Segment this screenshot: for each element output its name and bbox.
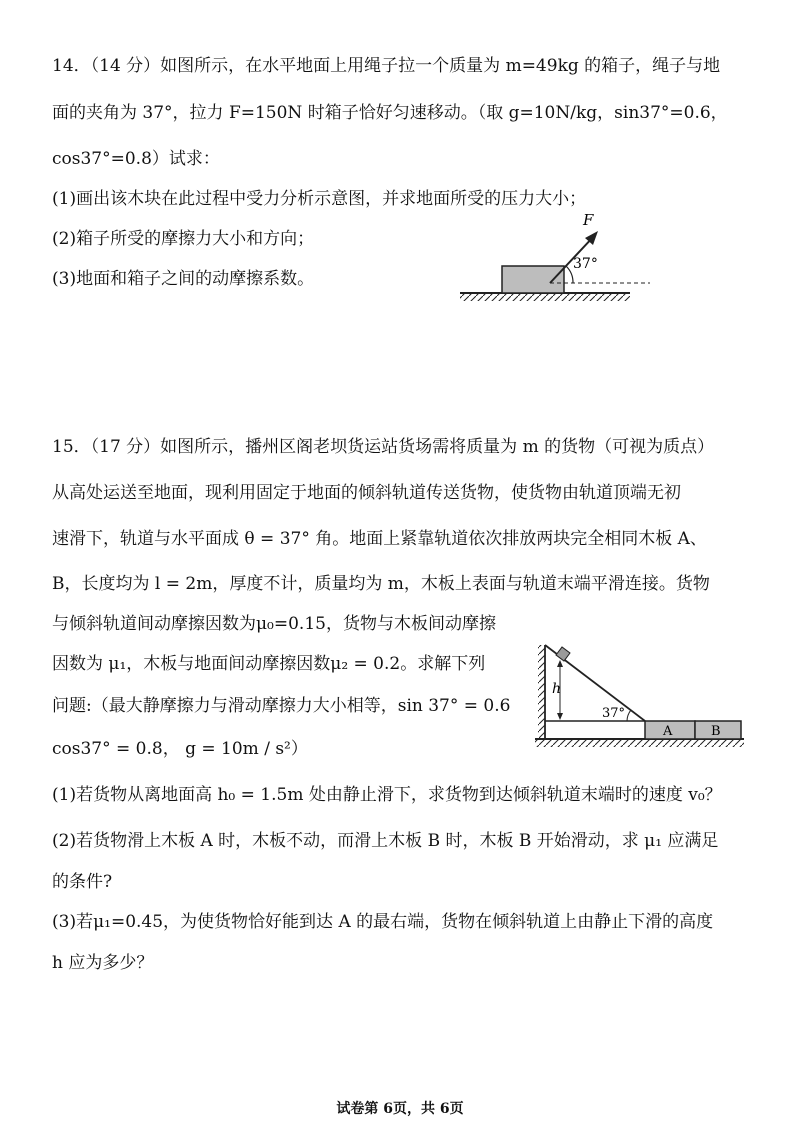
board-a-label: A (663, 724, 673, 739)
q15-line-9: (1)若货物从离地面高 h₀ = 1.5m 处由静止滑下，求货物到达倾斜轨道末端时的速度 v₀？ (52, 785, 722, 805)
angle-label: 37° (602, 706, 626, 721)
q14-line-6: (3)地面和箱子之间的动摩擦系数。 (52, 269, 315, 289)
q15-line-11: 的条件? (52, 872, 113, 892)
q14-line-4: (1)画出该木块在此过程中受力分析示意图，并求地面所受的压力大小； (52, 189, 587, 209)
board-b-label: B (711, 724, 721, 739)
angle-arc (566, 266, 573, 283)
q15-figure (532, 640, 747, 750)
ground-hatch (535, 740, 744, 747)
angle-arc (627, 710, 631, 721)
height-arrowhead-bottom (557, 713, 563, 720)
box (502, 266, 564, 293)
q15-line-5: 与倾斜轨道间动摩擦因数为μ₀=0.15，货物与木板间动摩擦 (52, 614, 496, 634)
q15-line-7: 问题:（最大静摩擦力与滑动摩擦力大小相等，sin 37° = 0.6 (52, 696, 511, 716)
q14-line-3: cos37°=0.8）试求： (52, 149, 220, 169)
q15-line-6: 因数为 μ₁，木板与地面间动摩擦因数μ₂ = 0.2。求解下列 (52, 654, 486, 674)
page-footer: 试卷第 6页，共 6页 (336, 1101, 464, 1117)
q15-line-2: 从高处运送至地面，现利用固定于地面的倾斜轨道传送货物，使货物由轨道顶端无初 (52, 483, 681, 503)
q15-line-3: 速滑下，轨道与水平面成 θ = 37° 角。地面上紧靠轨道依次排放两块完全相同木板 A、 (52, 529, 707, 549)
cargo-block (556, 647, 570, 661)
q15-line-12: (3)若μ₁=0.45，为使货物恰好能到达 A 的最右端，货物在倾斜轨道上由静止下滑的高度 (52, 912, 714, 932)
wall-hatch (538, 645, 545, 739)
height-label: h (552, 681, 562, 697)
height-arrowhead-top (557, 660, 563, 667)
ground-hatch (460, 294, 630, 301)
q14-line-1: 14．（14 分）如图所示，在水平地面上用绳子拉一个质量为 m=49kg 的箱子，绳子与地 (52, 56, 721, 76)
q14-line-5: (2)箱子所受的摩擦力大小和方向； (52, 229, 315, 249)
q15-line-4: B，长度均为 l = 2m，厚度不计，质量均为 m，木板上表面与轨道末端平滑连接。货物 (52, 574, 710, 594)
q15-line-10: (2)若货物滑上木板 A 时，木板不动，而滑上木板 B 时，木板 B 开始滑动，求 μ₁ 应满足 (52, 831, 719, 851)
q14-figure (455, 205, 665, 310)
q15-line-8: cos37° = 0.8， g = 10m / s²） (52, 739, 308, 759)
force-label: F (583, 211, 594, 229)
angle-label: 37° (573, 256, 598, 272)
q14-line-2: 面的夹角为 37°，拉力 F=150N 时箱子恰好匀速移动。（取 g=10N/kg，sin37°=0.6， (52, 103, 728, 123)
q15-line-13: h 应为多少？ (52, 953, 154, 973)
q15-line-1: 15．（17 分）如图所示，播州区阁老坝货运站货场需将质量为 m 的货物（可视为质点） (52, 437, 715, 457)
